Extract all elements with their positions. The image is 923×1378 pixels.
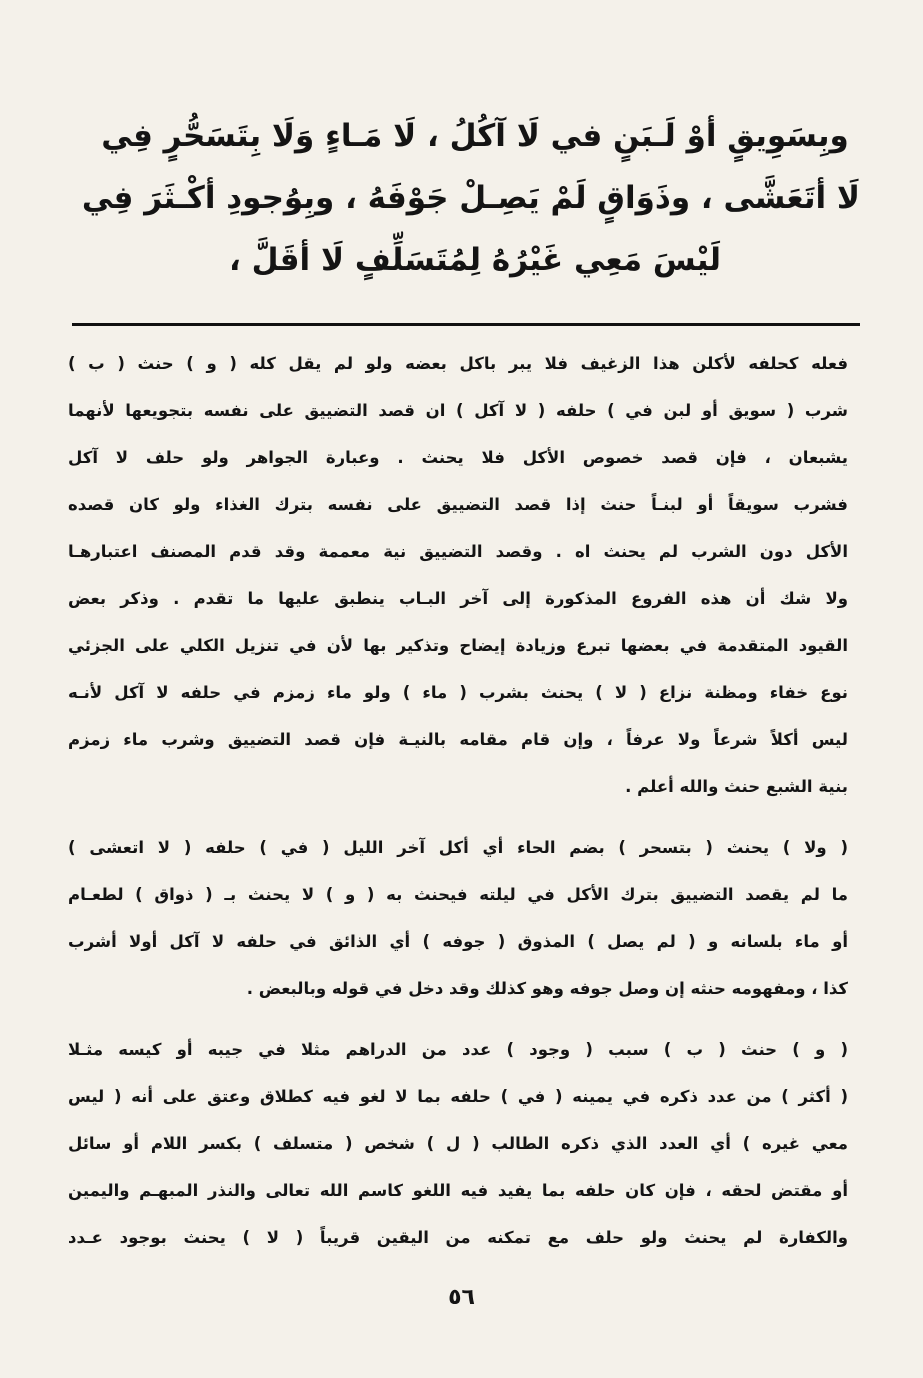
text-line: شرب ( سويق أو لبن في ) حلفه ( لا آكل ) ان قصد التضييق على نفسه بتجويعها لأنهما [68,401,848,420]
text-line: ولا شك أن هذه الفروع المذكورة إلى آخر البـاب ينطبق عليها ما تقدم . وذكر بعض [68,589,848,608]
text-line: كذا ، ومفهومه حنثه إن وصل جوفه وهو كذلك وقد دخل في قوله وبالبعض . [246,979,848,998]
verse-line: وبِسَوِيقٍ أوْ لَـبَنٍ في لَا آكُلُ ، لَا مَـاءٍ وَلَا بِتَسَحُّرٍ فِي [101,118,849,154]
commentary-text [68,340,848,1275]
text-line: والكفارة لم يحنث ولو حلف مع تمكنه من اليقين قريباً ( لا ) يحنث بوجود عـدد [68,1228,848,1247]
text-line: أو مقتض لحقه ، فإن كان حلفه بما يفيد فيه اللغو كاسم الله تعالى والنذر المبهـم واليمين [68,1181,848,1200]
commentary-paragraph [68,340,848,810]
text-line: ( أكثر ) من عدد ذكره في يمينه ( في ) حلفه بما لا لغو فيه كطلاق وعتق على أنه ( ليس [68,1087,848,1106]
text-line: ما لم يقصد التضييق بترك الأكل في ليلته فيحنث به ( و ) لا يحنث بـ ( ذواق ) لطعـام [68,885,848,904]
verse-line: لَيْسَ مَعِي غَيْرُهُ لِمُتَسَلِّفٍ لَا أقَلَّ ، [229,242,721,278]
text-line: معي غيره ) أي العدد الذي ذكره الطالب ( ل ) شخص ( متسلف ) بكسر اللام أو سائل [68,1134,848,1153]
text-line: يشبعان ، فإن قصد خصوص الأكل فلا يحنث . وعبارة الجواهر ولو حلف لا آكل [68,448,848,467]
text-line: أو ماء بلسانه و ( لم يصل ) المذوق ( جوفه ) أي الذائق في حلفه لا آكل أولا أشرب [68,932,848,951]
text-line: فشرب سويقاً أو لبنـاً حنث إذا قصد التضييق على نفسه بترك الغذاء ولو كان قصده [68,495,848,514]
separator-rule [72,323,860,326]
page-number: ٥٦ [448,1285,475,1310]
text-line: بنية الشبع حنث والله أعلم . [625,777,848,796]
text-line: فعله كحلفه لأكلن هذا الزغيف فلا يبر باكل بعضه ولو لم يقل كله ( و ) حنث ( ب ) [68,354,848,373]
text-line: ليس أكلاً شرعاً ولا عرفاً ، وإن قام مقامه بالنيـة فإن قصد التضييق وشرب ماء زمزم [68,730,848,749]
commentary-paragraph [68,824,848,1012]
text-line: نوع خفاء ومظنة نزاع ( لا ) يحنث بشرب ( ماء ) ولو ماء زمزم في حلفه لا آكل لأنـه [68,683,848,702]
commentary-paragraph [68,1026,848,1261]
verse-line: لَا أتَعَشَّى ، وذَوَاقٍ لَمْ يَصِـلْ جَوْفَهُ ، وبِوُجودِ أكْـثَرَ فِي [81,180,860,216]
text-line: ( ولا ) يحنث ( بتسحر ) بضم الحاء أي أكل آخر الليل ( في ) حلفه ( لا اتعشى ) [68,838,848,857]
text-line: الأكل دون الشرب لم يحنث اه . وقصد التضييق نية معممة وقد قدم المصنف اعتبارهـا [68,542,848,561]
text-line: القيود المتقدمة في بعضها تبرع وزيادة إيضاح وتذكير بها لأن في تنزيل الكلي على الجزئي [68,636,848,655]
matn-verse [81,105,860,291]
text-line: ( و ) حنث ( ب ) سبب ( وجود ) عدد من الدراهم مثلا في جيبه أو كيسه مثـلا [68,1040,848,1059]
